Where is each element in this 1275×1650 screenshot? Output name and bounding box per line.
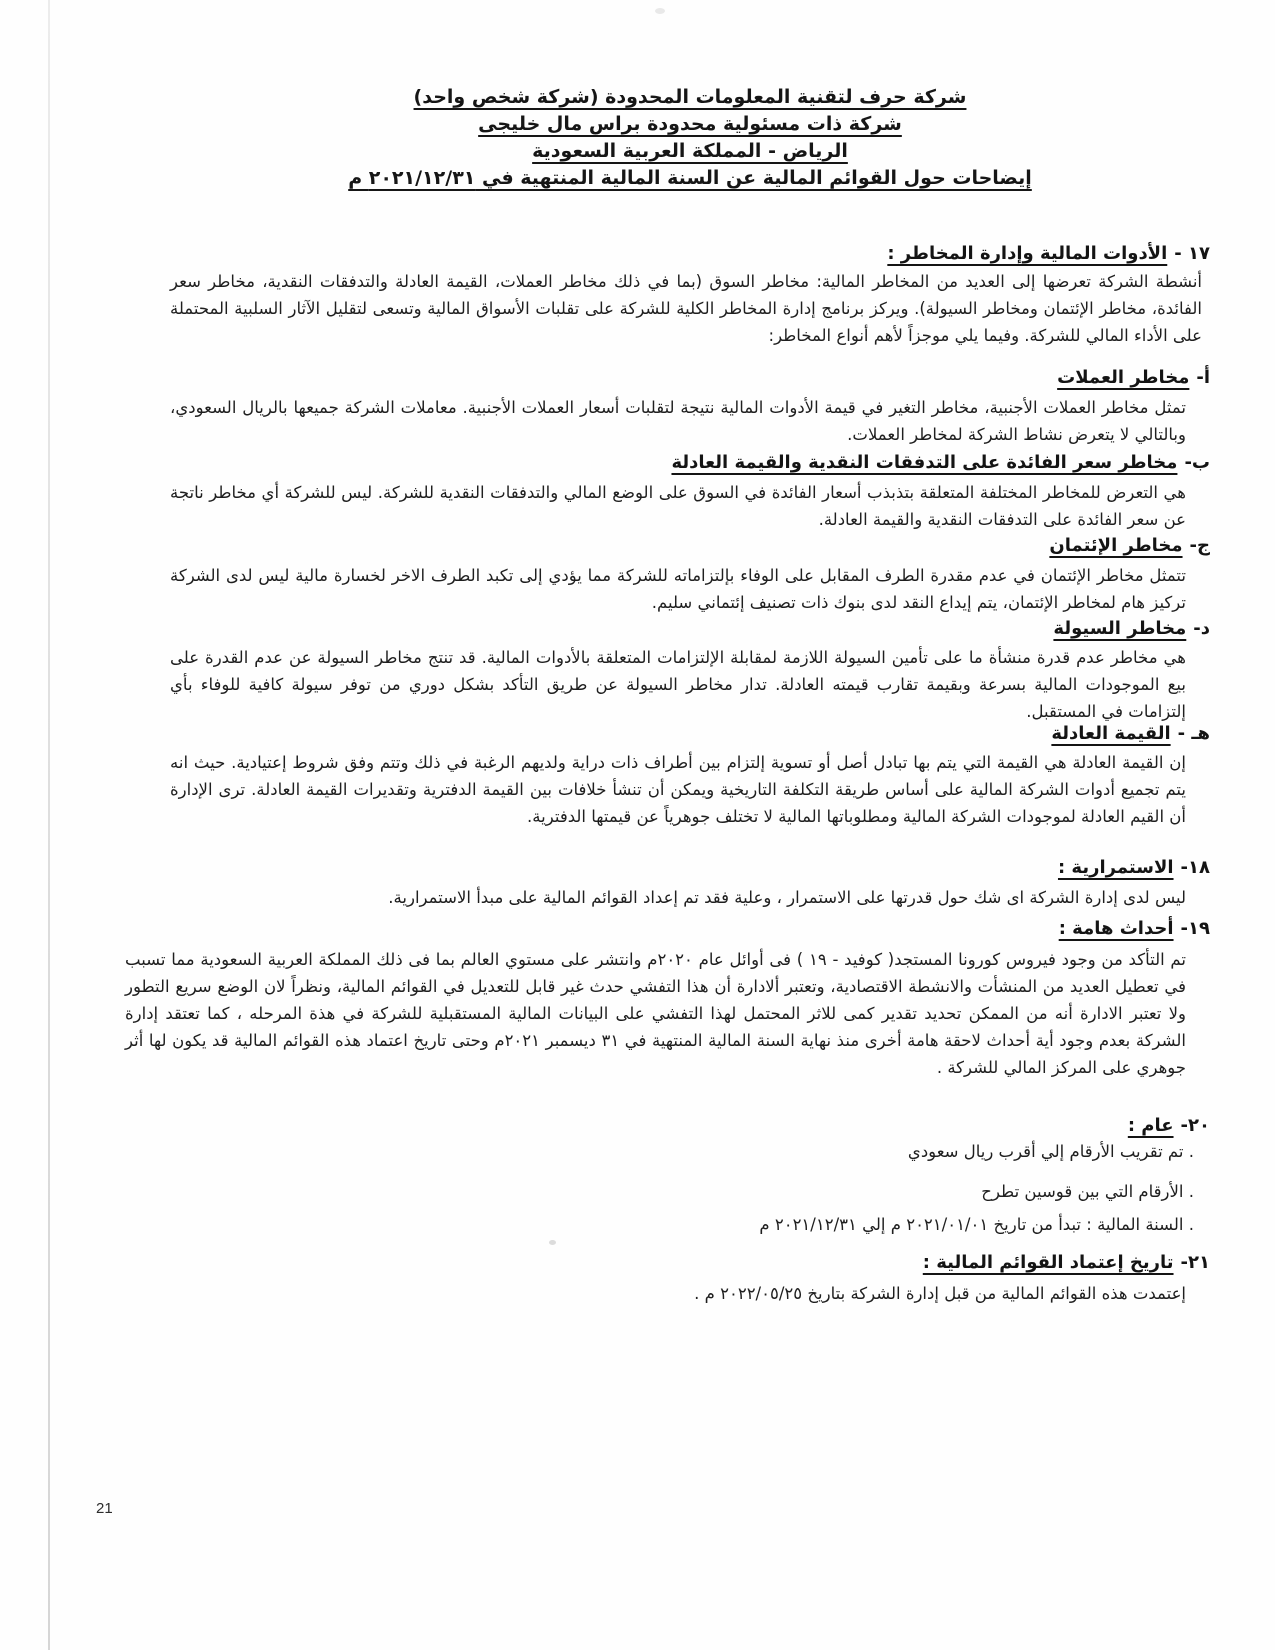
section-19-heading: [1059, 916, 1210, 942]
section-17-title: الأدوات المالية وإدارة المخاطر :: [887, 243, 1168, 264]
page-content: [125, 0, 1210, 1650]
subsection-e-heading: [1051, 721, 1210, 747]
subsection-b-number: ب-: [1184, 452, 1210, 473]
section-21-title: تاريخ إعتماد القوائم المالية :: [922, 1252, 1174, 1273]
company-legal-form: شركة ذات مسئولية محدودة براس مال خليجى: [478, 113, 902, 135]
section-20-item-fiscal-year: . السنة المالية : تبدأ من تاريخ ٢٠٢١/٠١/٠١ م إلي ٢٠٢١/١٢/٣١ م: [759, 1215, 1194, 1234]
section-20-item-parentheses: . الأرقام التي بين قوسين تطرح: [981, 1182, 1194, 1201]
subsection-a-number: أ-: [1196, 367, 1210, 388]
subsection-c-heading: [1049, 533, 1210, 559]
section-19-body: تم التأكد من وجود فيروس كورونا المستجد( كوفيد - ١٩ ) فى أوائل عام ٢٠٢٠م وانتشر على مستوي العالم بما فى ذلك المملكة العربية السعودية مما تسبب في تعطيل العديد من المنشأت والانشطة الاقتصادية، وتعتبر ألادارة أن هذا التفشي حدث غير قابل للتعديل في القوائم المالية، ونظراً لان الوضع سريع التطور ولا تعتبر الادارة أنه من الممكن تحديد تقدير كمى للاثر المحتمل لهذا التفشي على البيانات المالية المستقبلية للشركة في هذة المرحله ، كما تعتقد إدارة الشركة بعدم وجود أية أحداث لاحقة هامة أخرى منذ نهاية السنة المالية المنتهية في ٣١ ديسمبر ٢٠٢١م وحتى تاريخ اعتماد هذه القوائم المالية قد يكون لها أثر جوهري على المركز المالي للشركة .: [125, 950, 1186, 1077]
section-18-title: الاستمرارية :: [1057, 857, 1174, 878]
section-20-item-rounding: . تم تقريب الأرقام إلي أقرب ريال سعودي: [907, 1142, 1194, 1161]
subsection-d-number: د-: [1193, 618, 1210, 639]
subsection-a-body: تمثل مخاطر العملات الأجنبية، مخاطر التغير في قيمة الأدوات المالية نتيجة لتقلبات أسعار العملات الأجنبية. معاملات الشركة جميعها بالريال السعودي، وبالتالي لا يتعرض نشاط الشركة لمخاطر العملات.: [170, 398, 1186, 444]
company-location: الرياض - المملكة العربية السعودية: [532, 140, 848, 162]
section-19-number: ١٩-: [1180, 918, 1210, 939]
section-20-number: ٢٠-: [1180, 1115, 1210, 1136]
section-20-heading: [1128, 1113, 1210, 1139]
subsection-b-heading: [671, 450, 1210, 476]
subsection-d-heading: [1053, 616, 1210, 642]
scan-edge-artifact: [48, 0, 50, 1650]
subsection-d-body: هي مخاطر عدم قدرة منشأة ما على تأمين السيولة اللازمة لمقابلة الإلتزامات المتعلقة بالأدوات المالية. قد تنتج مخاطر السيولة عن عدم القدرة على بيع الموجودات المالية بسرعة وبقيمة تقارب قيمته العادلة. تدار مخاطر السيولة عن طريق التأكد بشكل دوري من توفر سيولة كافية للوفاء بأي إلتزامات في المستقبل.: [170, 648, 1186, 721]
subsection-a-title: مخاطر العملات: [1057, 367, 1190, 388]
section-21-number: ٢١-: [1180, 1252, 1210, 1273]
subsection-e-title: القيمة العادلة: [1051, 723, 1171, 744]
section-20-title: عام :: [1127, 1115, 1174, 1136]
document-title: إيضاحات حول القوائم المالية عن السنة المالية المنتهية في ٢٠٢١/١٢/٣١ م: [348, 167, 1032, 189]
subsection-d-title: مخاطر السيولة: [1053, 618, 1187, 639]
page-number: 21: [96, 1500, 113, 1517]
section-21-heading: [923, 1250, 1210, 1276]
subsection-e-number: هـ -: [1177, 723, 1210, 744]
subsection-b-title: مخاطر سعر الفائدة على التدفقات النقدية والقيمة العادلة: [671, 452, 1178, 473]
section-19-title: أحداث هامة :: [1058, 918, 1174, 939]
subsection-e-body: إن القيمة العادلة هي القيمة التي يتم بها تبادل أصل أو تسوية إلتزام بين أطراف ذات دراية ولديهم الرغبة في ذلك وتتم وفق شروط إعتيادية. حيث انه يتم تجميع أدوات الشركة المالية على أساس طريقة التكلفة التاريخية ويمكن أن تنشأ خلافات بين القيمة الدفترية وتقديرات القيمة العادلة. ترى الإدارة أن القيم العادلة لموجودات الشركة المالية ومطلوباتها المالية لا تختلف جوهرياً عن قيمتها الدفترية.: [170, 753, 1186, 826]
section-17-heading: [887, 241, 1210, 267]
section-18-number: ١٨-: [1180, 857, 1210, 878]
section-17-number: ١٧ -: [1174, 243, 1210, 264]
section-21-body: إعتمدت هذه القوائم المالية من قبل إدارة الشركة بتاريخ ٢٠٢٢/٠٥/٢٥ م .: [694, 1284, 1186, 1303]
company-name: شركة حرف لتقنية المعلومات المحدودة (شركة شخص واحد): [413, 86, 967, 108]
subsection-b-body: هي التعرض للمخاطر المختلفة المتعلقة بتذبذب أسعار الفائدة في السوق على الوضع المالي والتدفقات النقدية للشركة. ليس للشركة أي مخاطر ناتجة عن سعر الفائدة على التدفقات النقدية والقيمة العادلة.: [170, 483, 1186, 529]
document-header: [170, 84, 1210, 192]
subsection-c-body: تتمثل مخاطر الإئتمان في عدم مقدرة الطرف المقابل على الوفاء بإلتزاماته للشركة مما يؤدي إلى تكبد الطرف الاخر لخسارة مالية ليس لدى الشركة تركيز هام لمخاطر الإئتمان، يتم إيداع النقد لدى بنوك ذات تصنيف إئتماني سليم.: [170, 566, 1186, 612]
subsection-a-heading: [1057, 365, 1210, 391]
section-18-body: ليس لدى إدارة الشركة اى شك حول قدرتها على الاستمرار ، وعلية فقد تم إعداد القوائم المالية على مبدأ الاستمرارية.: [388, 888, 1186, 907]
section-18-heading: [1058, 855, 1210, 881]
subsection-c-title: مخاطر الإئتمان: [1049, 535, 1183, 556]
section-17-body: أنشطة الشركة تعرضها إلى العديد من المخاطر المالية: مخاطر السوق (بما في ذلك مخاطر العملات، القيمة العادلة والتدفقات النقدية، مخاطر سعر الفائدة، مخاطر الإئتمان ومخاطر السيولة). ويركز برنامج إدارة المخاطر الكلية للشركة على تقلبات الأسواق المالية وتسعى لتقليل الآثار السلبية المحتملة على الأداء المالي للشركة. وفيما يلي موجزاً لأهم أنواع المخاطر:: [170, 272, 1202, 345]
subsection-c-number: ج-: [1189, 535, 1210, 556]
